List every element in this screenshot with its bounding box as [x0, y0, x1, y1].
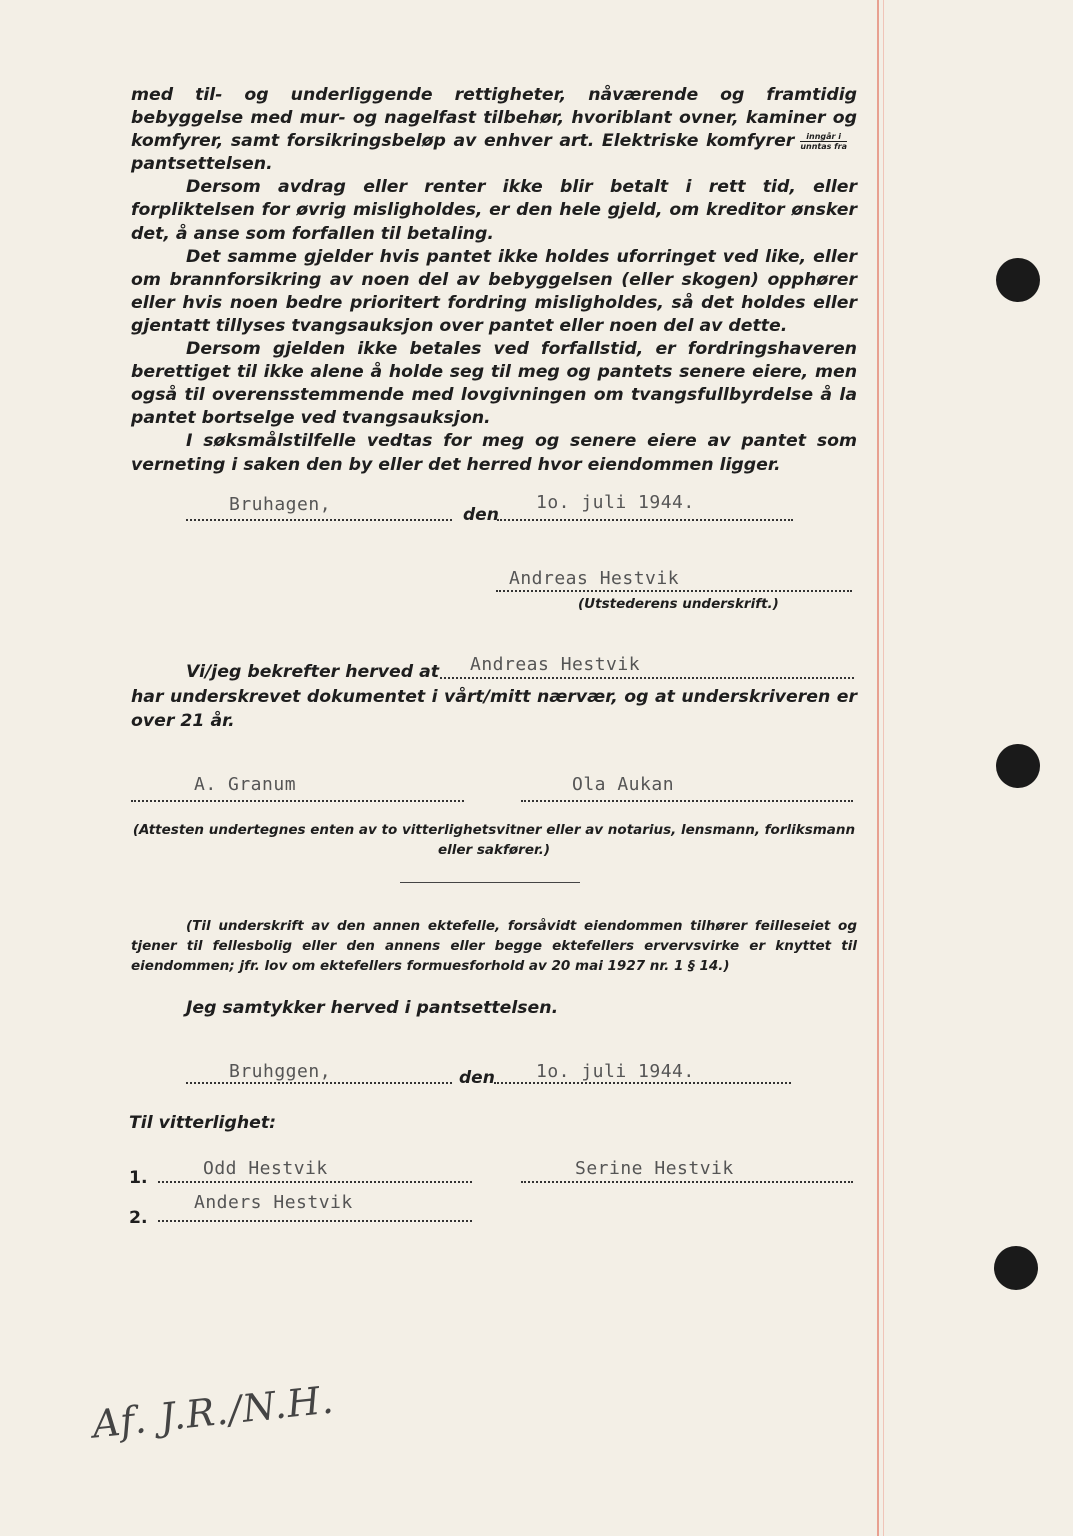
paragraph-enforcement: Dersom gjelden ikke betales ved forfallstid, er fordringshaveren berettiget til ikke alene å holde seg til meg og pantets senere eiere, men også til overensstemmende med lovgivningen om tvangsfullbyrdelse å la pantet bortselge ved tvangsauksjon.	[131, 339, 857, 429]
issuer-signature-line	[496, 590, 852, 592]
paragraph-venue: I søksmålstilfelle vedtas for meg og senere eiere av pantet som verneting i saken den by eller det herred hvor eiendommen ligger.	[131, 431, 857, 475]
witness-2: Anders Hestvik	[194, 1192, 353, 1213]
issuer-name: Andreas Hestvik	[509, 568, 680, 589]
place-line-2	[186, 1082, 452, 1084]
confirm-name-line	[440, 677, 854, 679]
witness-1-right: Serine Hestvik	[575, 1158, 734, 1179]
place-line-1	[186, 519, 452, 521]
witness-left-line	[131, 800, 464, 802]
witness-1-line	[158, 1181, 472, 1183]
spouse-note: (Til underskrift av den annen ektefelle, forsåvidt eiendommen tilhører feilleseiet og tjener til fellesbolig eller den annens eller begge ektefellers ervervsvirke er knyttet til eiendommen; jfr. lov om ektefellers formuesforhold av 20 mai 1927 nr. 1 § 14.)	[131, 918, 857, 974]
included-excluded-fraction: $\frac{\text{inngår i}}{\text{unntas fra}}$	[800, 131, 847, 151]
mortgage-terms	[131, 84, 857, 477]
date-line-2	[494, 1082, 791, 1084]
margin-line	[877, 0, 879, 1536]
witness-number-1: 1.	[129, 1168, 148, 1188]
witness-right-line	[521, 800, 853, 802]
date-line-1	[497, 519, 793, 521]
paragraph-collateral: med til- og underliggende rettigheter, nåværende og framtidig bebyggelse med mur- og nagelfast tilbehør, hvoriblant ovner, kaminer og komfyrer, samt forsikringsbeløp av enhver art. Elektriske komfyrer $\frac{\text{inngår i}}{\text{unntas fra}}$ pantsettelsen.	[131, 85, 857, 175]
punch-hole-middle	[996, 744, 1040, 788]
punch-hole-bottom	[994, 1246, 1038, 1290]
witness-right: Ola Aukan	[572, 774, 675, 795]
divider	[400, 882, 580, 883]
confirm-prefix: Vi/jeg bekrefter herved at	[186, 662, 440, 682]
date-1: 1o. juli 1944.	[536, 492, 695, 513]
punch-hole-top	[996, 258, 1040, 302]
witness-left: A. Granum	[194, 774, 297, 795]
witness-1-right-line	[521, 1181, 853, 1183]
attest-note: (Attesten undertegnes enten av to vitterlighetsvitner eller av notarius, lensmann, forliksmann eller sakfører.)	[132, 822, 856, 858]
witness-number-2: 2.	[129, 1208, 148, 1228]
paragraph-maintenance: Det samme gjelder hvis pantet ikke holdes uforringet ved like, eller om brannforsikring av noen del av bebyggelsen (eller skogen) opphører eller hvis noen bedre prioritert fordring misligholdes, så det holdes eller gjentatt tillyses tvangsauksjon over pantet eller noen del av dette.	[131, 246, 857, 336]
confirm-text: har underskrevet dokumentet i vårt/mitt nærvær, og at underskriveren er over 21 år.	[131, 687, 857, 731]
paragraph-default: Dersom avdrag eller renter ikke blir betalt i rett tid, eller forpliktelsen for øvrig misligholdes, er den hele gjeld, om kreditor ønsker det, å anse som forfallen til betaling.	[131, 177, 857, 244]
place-2: Bruhggen,	[229, 1061, 332, 1082]
den-label-1: den	[463, 505, 499, 525]
den-label-2: den	[459, 1068, 495, 1088]
witness-1-left: Odd Hestvik	[203, 1158, 328, 1179]
issuer-caption: (Utstederens underskrift.)	[578, 596, 779, 612]
margin-line-secondary	[883, 0, 884, 1536]
handwritten-annotation: Af. J.R./N.H.	[90, 1377, 337, 1447]
vitterlighet-label: Til vitterlighet:	[129, 1113, 277, 1133]
confirm-name: Andreas Hestvik	[470, 654, 641, 675]
witness-2-line	[158, 1220, 472, 1222]
date-2: 1o. juli 1944.	[536, 1061, 695, 1082]
place-1: Bruhagen,	[229, 494, 332, 515]
consent-text: Jeg samtykker herved i pantsettelsen.	[186, 998, 559, 1018]
